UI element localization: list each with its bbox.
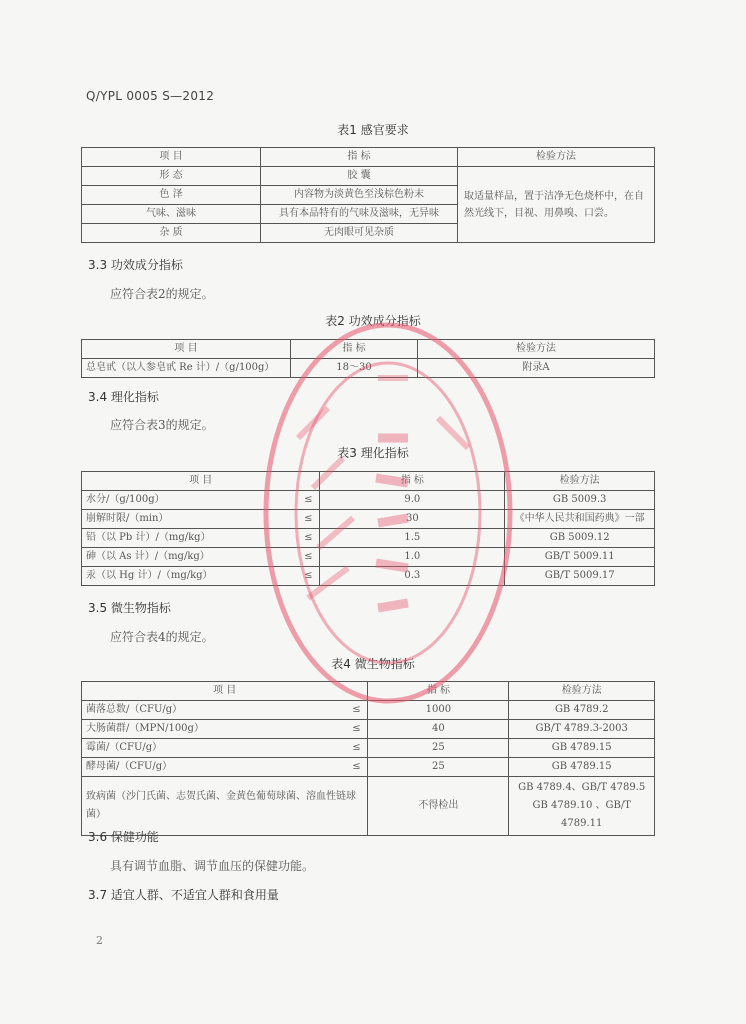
table1-caption: 表1 感官要求 (337, 123, 409, 137)
table1-header-method: 检验方法 (458, 148, 655, 167)
table4-item: 酵母菌/（CFU/g） (82, 758, 346, 777)
table3-value: 1.5 (320, 529, 505, 548)
table3-operator: ≤ (297, 529, 320, 548)
table4-value: 25 (368, 758, 509, 777)
table2-caption: 表2 功效成分指标 (325, 314, 421, 328)
table2-header-indicator: 指 标 (291, 340, 418, 359)
table1-header-indicator: 指 标 (261, 148, 458, 167)
table4-operator: ≤ (345, 720, 368, 739)
section-3-6-body: 具有调节血脂、调节血压的保健功能。 (110, 859, 315, 873)
table4-operator: ≤ (345, 701, 368, 720)
table2-cell: 18～30 (291, 359, 418, 378)
table4-value: 40 (368, 720, 509, 739)
table1-cell: 具有本品特有的气味及滋味，无异味 (261, 205, 458, 224)
table3-header-indicator: 指 标 (320, 472, 505, 491)
table3-header-item: 项 目 (82, 472, 320, 491)
table4-value: 1000 (368, 701, 509, 720)
table3-method: GB 5009.12 (505, 529, 655, 548)
section-3-3-title: 3.3 功效成分指标 (88, 258, 183, 272)
table4-item: 霉菌/（CFU/g） (82, 739, 346, 758)
table3-value: 1.0 (320, 548, 505, 567)
table3-item: 砷（以 As 计）/（mg/kg） (82, 548, 298, 567)
table1-cell: 色 泽 (82, 186, 261, 205)
table2-header-item: 项 目 (82, 340, 291, 359)
table4-header-method: 检验方法 (509, 682, 655, 701)
section-3-6-title: 3.6 保健功能 (88, 830, 159, 844)
table4-pathogen-method-line1: GB 4789.4、GB/T 4789.5 (518, 782, 646, 793)
table4-method: GB 4789.15 (509, 739, 655, 758)
section-3-4-title: 3.4 理化指标 (88, 390, 159, 404)
table4-header-indicator: 指 标 (368, 682, 509, 701)
table3-item: 水分/（g/100g） (82, 491, 298, 510)
table1 (81, 147, 655, 243)
table1-method: 取适量样品，置于洁净无色烧杯中，在自然光线下，目视、用鼻嗅、口尝。 (458, 167, 655, 243)
table4 (81, 681, 655, 836)
table4-pathogen-value: 不得检出 (368, 777, 509, 836)
table2 (81, 339, 655, 378)
table3-caption: 表3 理化指标 (337, 446, 409, 460)
table4-caption: 表4 微生物指标 (331, 657, 415, 671)
document-code: Q/YPL 0005 S—2012 (86, 89, 215, 103)
table3-value: 30 (320, 510, 505, 529)
table3-header-method: 检验方法 (505, 472, 655, 491)
table2-header-method: 检验方法 (418, 340, 655, 359)
table4-method: GB/T 4789.3-2003 (509, 720, 655, 739)
table4-method: GB 4789.2 (509, 701, 655, 720)
table1-cell: 内容物为淡黄色至浅棕色粉末 (261, 186, 458, 205)
table3-operator: ≤ (297, 567, 320, 586)
table1-cell: 气味、滋味 (82, 205, 261, 224)
table1-cell: 形 态 (82, 167, 261, 186)
table3-value: 0.3 (320, 567, 505, 586)
table1-cell: 无肉眼可见杂质 (261, 224, 458, 243)
table4-value: 25 (368, 739, 509, 758)
table4-operator: ≤ (345, 739, 368, 758)
section-3-4-body: 应符合表3的规定。 (110, 418, 214, 432)
section-3-3-body: 应符合表2的规定。 (110, 287, 214, 301)
table4-pathogen-method (509, 777, 655, 836)
table1-cell: 杂 质 (82, 224, 261, 243)
table3-item: 铅（以 Pb 计）/（mg/kg） (82, 529, 298, 548)
table3-method: GB/T 5009.17 (505, 567, 655, 586)
table3-method: 《中华人民共和国药典》一部 (505, 510, 655, 529)
page-number: 2 (96, 934, 103, 947)
table3-item: 崩解时限/（min） (82, 510, 298, 529)
table3-operator: ≤ (297, 510, 320, 529)
table2-cell: 总皂甙（以人参皂甙 Re 计）/（g/100g） (82, 359, 291, 378)
table4-item: 菌落总数/（CFU/g） (82, 701, 346, 720)
table4-header-item: 项 目 (82, 682, 368, 701)
table3-operator: ≤ (297, 491, 320, 510)
table4-method: GB 4789.15 (509, 758, 655, 777)
table1-cell: 胶 囊 (261, 167, 458, 186)
table2-cell: 附录A (418, 359, 655, 378)
section-3-5-body: 应符合表4的规定。 (110, 630, 214, 644)
table3-operator: ≤ (297, 548, 320, 567)
table4-item: 大肠菌群/（MPN/100g） (82, 720, 346, 739)
section-3-7-title: 3.7 适宜人群、不适宜人群和食用量 (88, 888, 279, 902)
section-3-5-title: 3.5 微生物指标 (88, 601, 171, 615)
table4-pathogen-item: 致病菌（沙门氏菌、志贺氏菌、金黄色葡萄球菌、溶血性链球菌） (82, 777, 368, 836)
table4-operator: ≤ (345, 758, 368, 777)
table4-pathogen-method-line2: GB 4789.10 、GB/T 4789.11 (532, 800, 631, 829)
table3-method: GB 5009.3 (505, 491, 655, 510)
table3 (81, 471, 655, 586)
table1-header-item: 项 目 (82, 148, 261, 167)
table3-value: 9.0 (320, 491, 505, 510)
table3-item: 汞（以 Hg 计）/（mg/kg） (82, 567, 298, 586)
table3-method: GB/T 5009.11 (505, 548, 655, 567)
